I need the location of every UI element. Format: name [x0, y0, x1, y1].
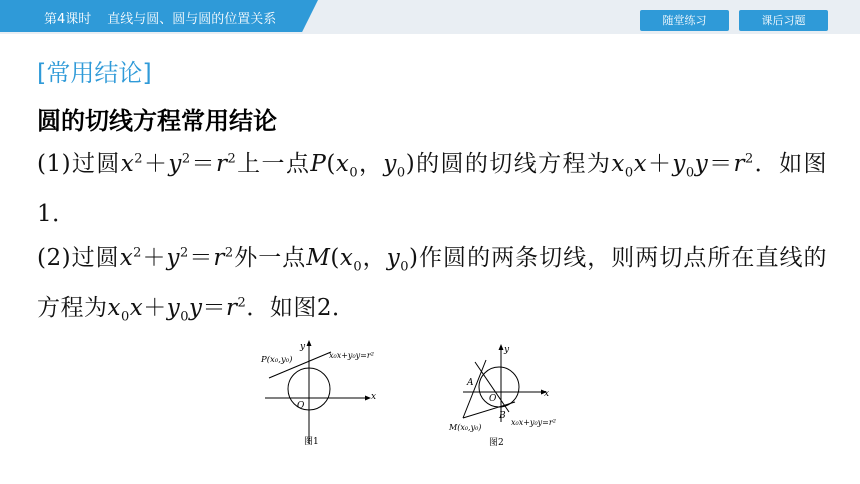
fig1-origin: O: [297, 401, 305, 411]
fig2-y-label: y: [504, 345, 510, 355]
fig2-point-b: B: [499, 411, 506, 421]
fig2-circle: [479, 367, 519, 407]
fig2-caption: 图2: [489, 438, 504, 448]
practice-button[interactable]: 随堂练习: [640, 10, 729, 31]
figure-1: [255, 336, 405, 454]
conclusion-2: (2)过圆$x^2+y^2=r^2$外一点$M(x_0$，$y_0$)作圆的两条切线，则两切点所在直线的方程为$x_0x+y_0y=r^2$．如图2．: [37, 245, 828, 325]
fig2-x-label: x: [544, 389, 550, 399]
fig2-y-arrow: [499, 344, 504, 350]
figure-2: [443, 340, 583, 450]
homework-button[interactable]: 课后习题: [739, 10, 828, 31]
fig1-line-label: x₀x+y₀y=r²: [329, 351, 374, 360]
fig2-point-label: M(x₀,y₀): [449, 423, 482, 432]
fig2-line-label: x₀x+y₀y=r²: [511, 418, 556, 427]
section-heading: 圆的切线方程常用结论: [37, 107, 277, 135]
fig1-x-label: x: [371, 392, 377, 402]
conclusion-1: (1)过圆$x^2+y^2=r^2$上一点$P(x_0$，$y_0$)的圆的切线方程为$x_0x+y_0y=r^2$．如图1．: [37, 151, 827, 227]
fig2-tangent-a: [463, 360, 486, 418]
fig2-point-a: A: [467, 378, 474, 388]
fig1-point-label: P(x₀,y₀): [261, 355, 293, 365]
lesson-title: [44, 8, 276, 27]
fig1-y-label: y: [300, 342, 306, 352]
fig1-y-arrow: [307, 340, 312, 346]
section-tag: [常用结论]: [37, 59, 152, 87]
fig2-chord-line: [475, 362, 509, 412]
lesson-number: 第4课时: [44, 12, 92, 27]
lesson-topic: 直线与圆、圆与圆的位置关系: [107, 12, 277, 27]
fig2-origin: O: [489, 394, 497, 404]
fig1-caption: 图1: [304, 437, 319, 447]
